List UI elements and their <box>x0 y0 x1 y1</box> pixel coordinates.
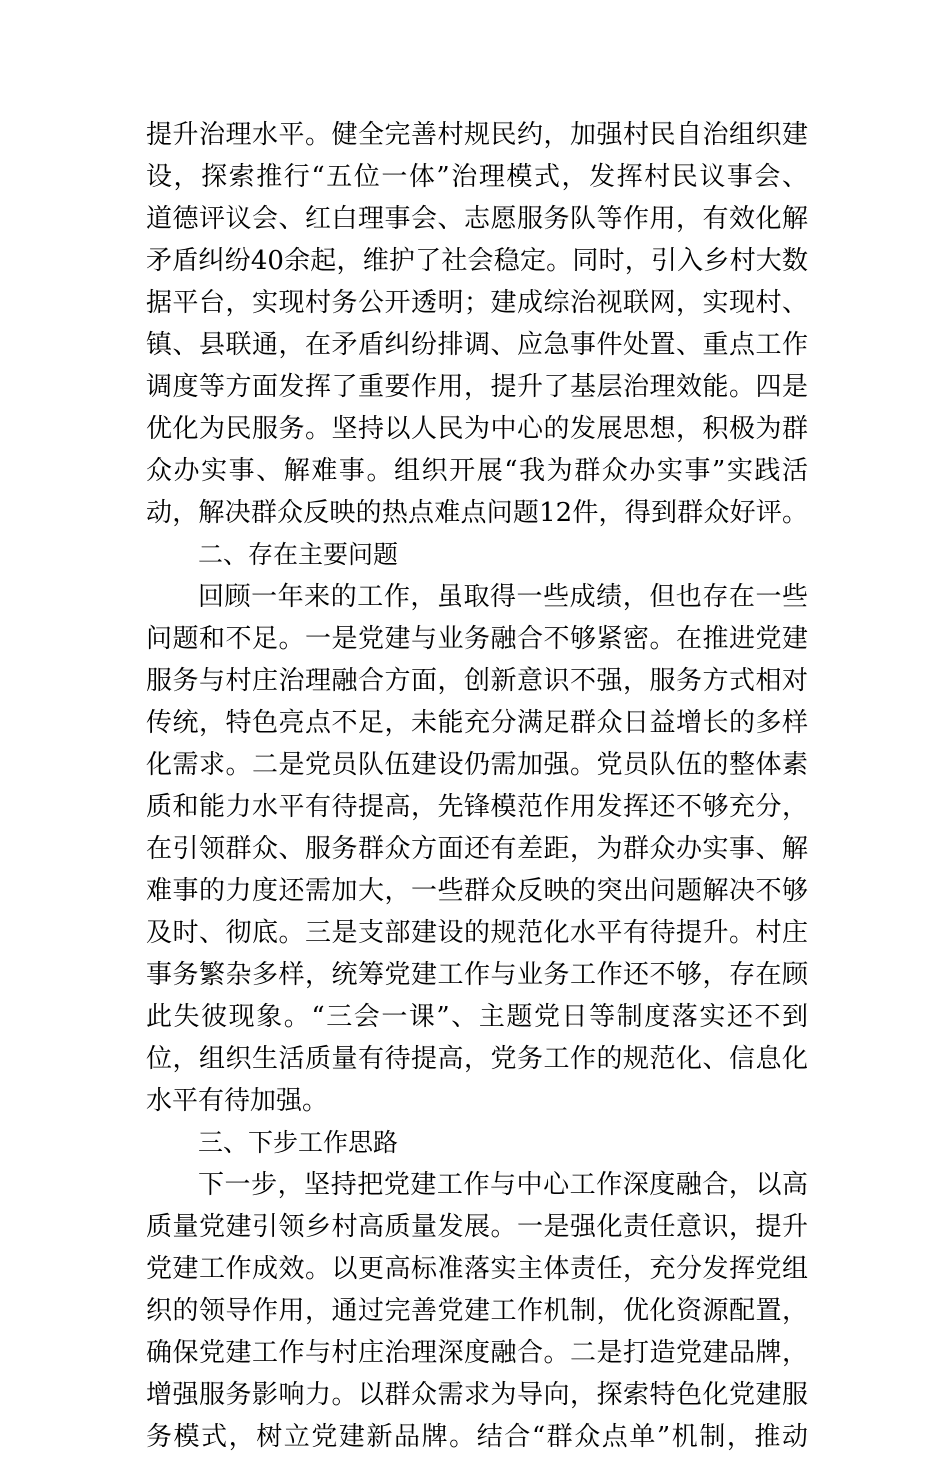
paragraph-line: 服务与村庄治理融合方面，创新意识不强，服务方式相对 <box>146 666 808 696</box>
paragraph-line: 织的领导作用，通过完善党建工作机制，优化资源配置， <box>146 1296 808 1326</box>
paragraph-line: 确保党建工作与村庄治理深度融合。二是打造党建品牌， <box>146 1338 808 1368</box>
paragraph-line: 务模式，树立党建新品牌。结合“群众点单”机制，推动 <box>146 1422 808 1452</box>
paragraph-line: 化需求。二是党员队伍建设仍需加强。党员队伍的整体素 <box>146 750 808 780</box>
section-heading-next-steps: 三、下步工作思路 <box>198 1128 399 1157</box>
section-heading-problems: 二、存在主要问题 <box>198 540 399 569</box>
paragraph-line: 位，组织生活质量有待提高，党务工作的规范化、信息化 <box>146 1044 808 1074</box>
paragraph-line: 问题和不足。一是党建与业务融合不够紧密。在推进党建 <box>146 624 808 654</box>
paragraph-line: 水平有待加强。 <box>146 1086 329 1116</box>
paragraph-line: 及时、彻底。三是支部建设的规范化水平有待提升。村庄 <box>146 918 808 948</box>
paragraph-line: 优化为民服务。坚持以人民为中心的发展思想，积极为群 <box>146 414 808 444</box>
paragraph-line: 下一步，坚持把党建工作与中心工作深度融合，以高 <box>198 1170 808 1200</box>
paragraph-line: 难事的力度还需加大，一些群众反映的突出问题解决不够 <box>146 876 808 906</box>
paragraph-line: 事务繁杂多样，统筹党建工作与业务工作还不够，存在顾 <box>146 960 808 990</box>
document-body <box>146 114 808 1458</box>
paragraph-line: 众办实事、解难事。组织开展“我为群众办实事”实践活 <box>146 456 808 486</box>
paragraph-line: 矛盾纠纷40余起，维护了社会稳定。同时，引入乡村大数 <box>146 246 808 276</box>
paragraph-line: 动，解决群众反映的热点难点问题12件，得到群众好评。 <box>146 498 808 528</box>
paragraph-line: 质量党建引领乡村高质量发展。一是强化责任意识，提升 <box>146 1212 808 1242</box>
paragraph-line: 回顾一年来的工作，虽取得一些成绩，但也存在一些 <box>198 582 808 612</box>
paragraph-line: 质和能力水平有待提高，先锋模范作用发挥还不够充分， <box>146 792 808 822</box>
paragraph-line: 增强服务影响力。以群众需求为导向，探索特色化党建服 <box>146 1380 808 1410</box>
paragraph-line: 提升治理水平。健全完善村规民约，加强村民自治组织建 <box>146 120 808 150</box>
paragraph-line: 党建工作成效。以更高标准落实主体责任，充分发挥党组 <box>146 1254 808 1284</box>
paragraph-line: 传统，特色亮点不足，未能充分满足群众日益增长的多样 <box>146 708 808 738</box>
paragraph-line: 镇、县联通，在矛盾纠纷排调、应急事件处置、重点工作 <box>146 330 808 360</box>
paragraph-line: 调度等方面发挥了重要作用，提升了基层治理效能。四是 <box>146 372 808 402</box>
paragraph-line: 据平台，实现村务公开透明；建成综治视联网，实现村、 <box>146 288 808 318</box>
paragraph-line: 此失彼现象。“三会一课”、主题党日等制度落实还不到 <box>146 1002 808 1032</box>
paragraph-line: 在引领群众、服务群众方面还有差距，为群众办实事、解 <box>146 834 808 864</box>
paragraph-line: 设，探索推行“五位一体”治理模式，发挥村民议事会、 <box>146 162 808 192</box>
paragraph-line: 道德评议会、红白理事会、志愿服务队等作用，有效化解 <box>146 204 808 234</box>
